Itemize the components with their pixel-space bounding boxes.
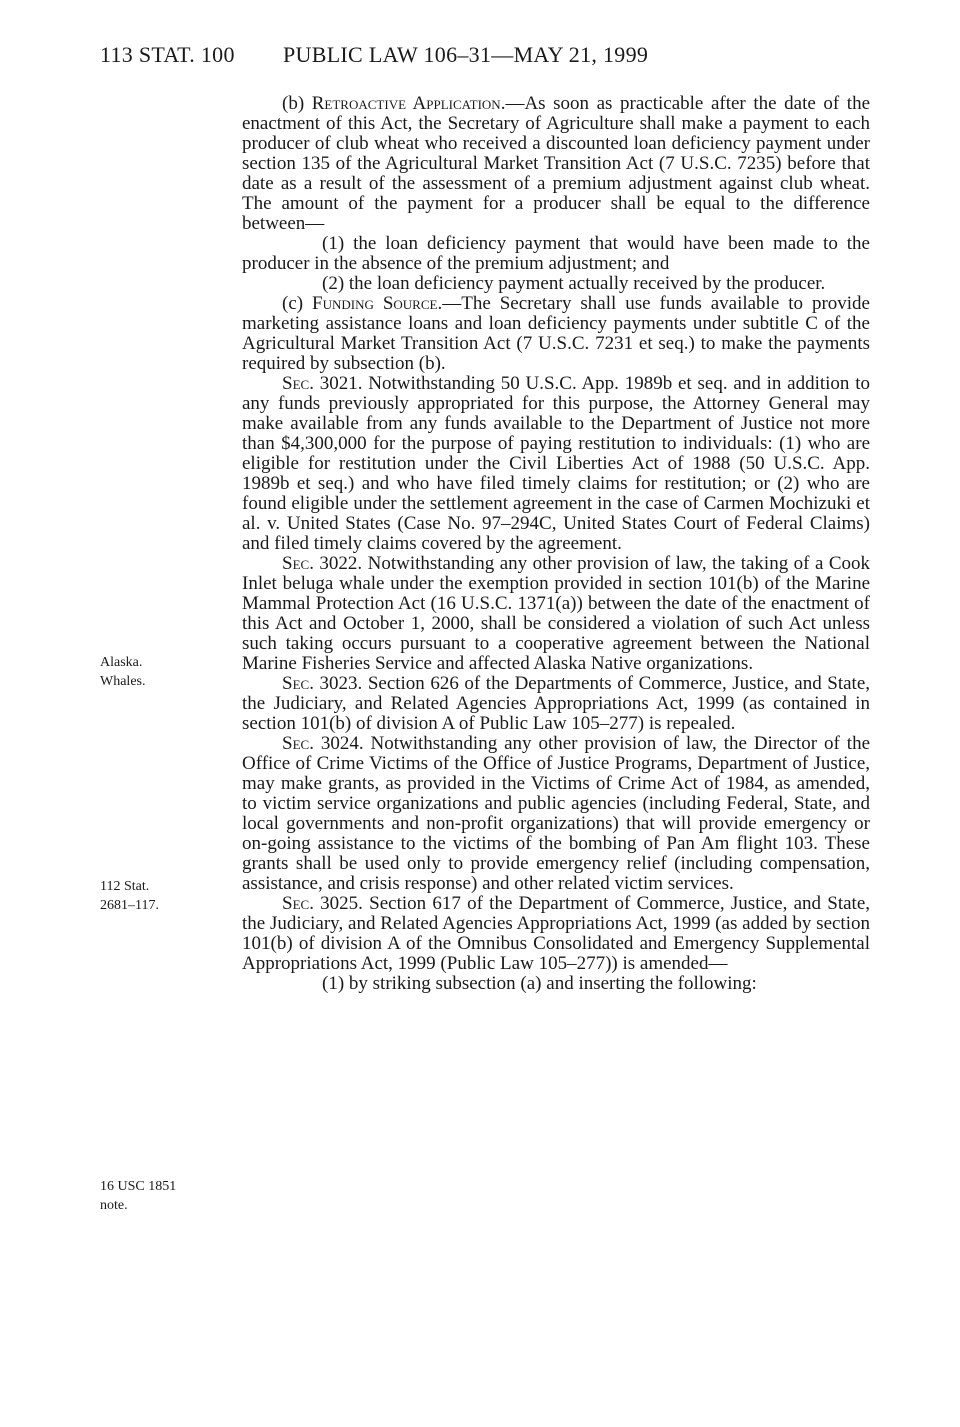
paragraph-3025-1: (1) by striking subsection (a) and inserting the following: <box>322 973 757 994</box>
margin-note-usc <box>100 1177 176 1215</box>
margin-note-line: 2681–117. <box>100 898 159 913</box>
margin-note-stat <box>100 877 159 915</box>
section-3023: Sec. 3023. Section 626 of the Departments of Commerce, Justice, and State, the Judiciary, and Related Agencies Appropriations Act, 1999 (as contained in section 101(b) of division A of Public Law 105–277) is repealed. <box>242 673 871 734</box>
subsection-heading: Retroactive Application <box>311 93 501 114</box>
section-3021: Sec. 3021. Notwithstanding 50 U.S.C. App. 1989b et seq. and in addition to any funds previously appropriated for this purpose, the Attorney General may make available from any funds available to the Department of Justice not more than $4,300,000 for the purpose of paying restitution to individuals: (1) who are eligible for restitution under the Civil Liberties Act of 1988 (50 U.S.C. App. 1989b et seq.) and who have filed timely claims for restitution; or (2) who are found eligible under the settlement agreement in the case of Carmen Mochizuki et al. v. United States (Case No. 97–294C, United States Court of Federal Claims) and filed timely claims covered by the agreement. <box>242 373 870 554</box>
page-law-header: PUBLIC LAW 106–31—MAY 21, 1999 <box>283 42 649 67</box>
margin-note-line: note. <box>100 1198 128 1213</box>
margin-note-alaska-whales <box>100 653 145 691</box>
paragraph-b1: (1) the loan deficiency payment that would have been made to the producer in the absence of the premium adjustment; and <box>242 233 870 274</box>
margin-note-line: Whales. <box>100 674 146 689</box>
law-text-body <box>242 94 870 994</box>
section-3022: Sec. 3022. Notwithstanding any other provision of law, the taking of a Cook Inlet beluga whale under the exemption provided in section 101(b) of the Marine Mammal Protection Act (16 U.S.C. 1371(a)) between the date of the enactment of this Act and October 1, 2000, shall be considered a violation of such Act unless such taking occurs pursuant to a cooperative agreement between the National Marine Fisheries Service and affected Alaska Native organizations. <box>242 553 871 674</box>
margin-note-line: 16 USC 1851 <box>100 1179 177 1194</box>
section-3025: Sec. 3025. Section 617 of the Department of Commerce, Justice, and State, the Judiciary, and Related Agencies Appropriations Act, 1999 (as added by section 101(b) of division A of the Omnibus Consolidated and Emergency Supplemental Appropriations Act, 1999 (Public Law 105–277)) is amended— <box>242 893 870 974</box>
margin-note-line: Alaska. <box>100 655 143 670</box>
subsection-heading: Funding Source <box>312 293 438 314</box>
section-3024: Sec. 3024. Notwithstanding any other provision of law, the Director of the Office of Crime Victims of the Office of Justice Programs, Department of Justice, may make grants, as provided in the Victims of Crime Act of 1984, as amended, to victim service organizations and public agencies (including Federal, State, and local governments and non-profit organizations) that will provide emergency or on-going assistance to the victims of the bombing of Pan Am flight 103. These grants shall be used only to provide emergency relief (including compensation, assistance, and crisis response) and other related victim services. <box>242 733 871 894</box>
subsection-c: (c) Funding Source.—The Secretary shall use funds available to provide marketing assistance loans and loan deficiency payments under subtitle C of the Agricultural Market Transition Act (7 U.S.C. 7231 et seq.) to make the payments required by subsection (b). <box>242 293 870 374</box>
paragraph-b2: (2) the loan deficiency payment actually received by the producer. <box>322 273 826 294</box>
subsection-b: (b) Retroactive Application.—As soon as practicable after the date of the enactment of this Act, the Secretary of Agriculture shall make a payment to each producer of club wheat who received a discounted loan deficiency payment under section 135 of the Agricultural Market Transition Act (7 U.S.C. 7235) before that date as a result of the assessment of a premium adjustment against club wheat. The amount of the payment for a producer shall be equal to the difference between— <box>242 93 870 234</box>
margin-note-line: 112 Stat. <box>100 879 150 894</box>
page-stat-citation: 113 STAT. 100 <box>100 42 235 67</box>
